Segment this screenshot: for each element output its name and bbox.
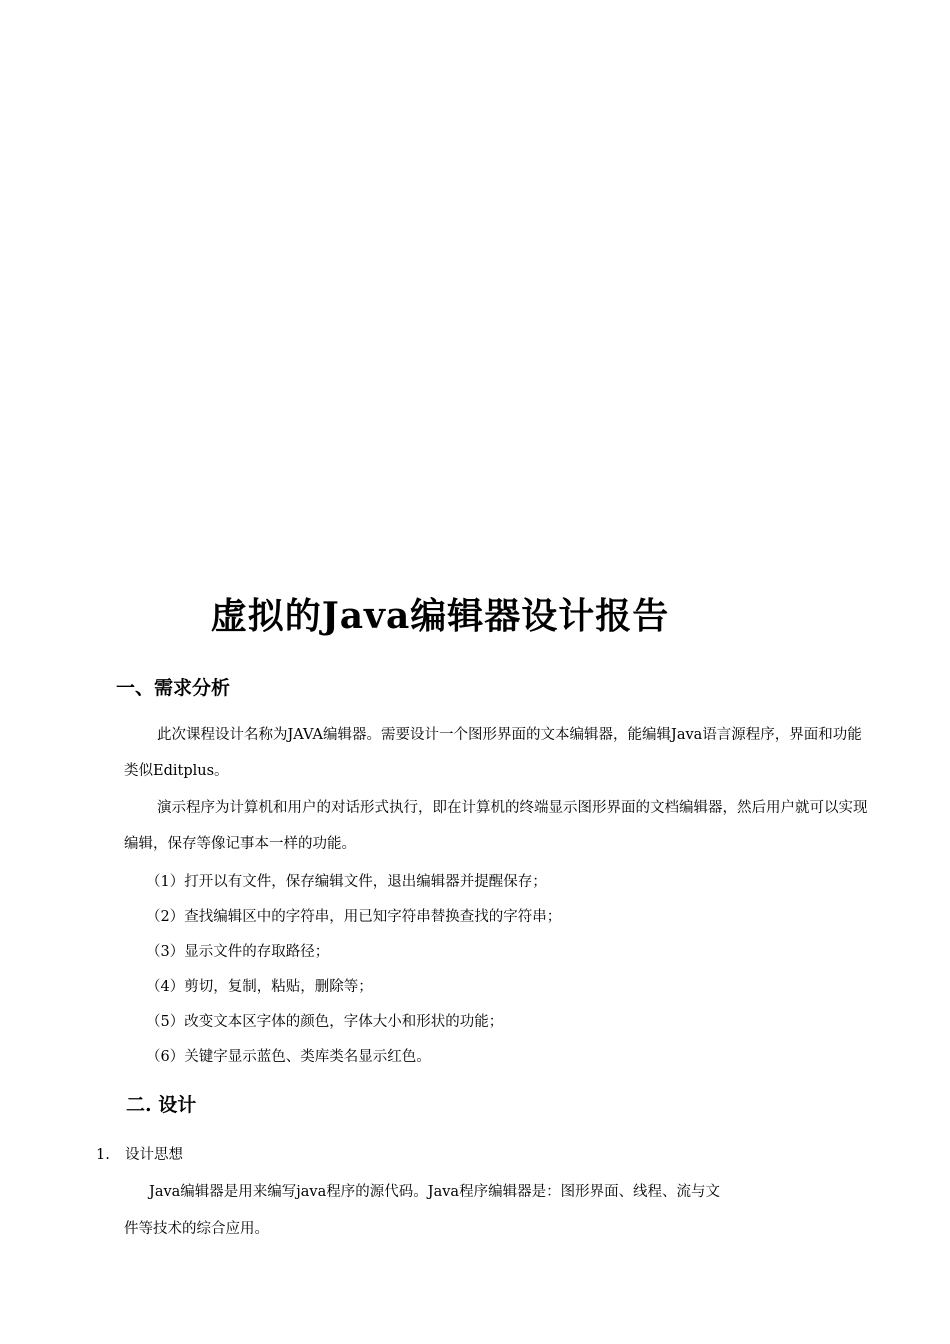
paragraph-course-design: [124, 717, 874, 789]
document-title: 虚拟的Java编辑器设计报告: [210, 595, 670, 637]
list-item: （1）打开以有文件，保存编辑文件，退出编辑器并提醒保存；: [146, 874, 547, 890]
subsection-label: 设计思想: [125, 1147, 183, 1163]
section-heading-design: 二. 设计: [126, 1094, 197, 1116]
paragraph-line: 件等技术的综合应用。: [124, 1221, 269, 1237]
list-item: （2）查找编辑区中的字符串，用已知字符串替换查找的字符串；: [146, 909, 562, 925]
paragraph-demo-program: [124, 790, 874, 862]
list-item: （6）关键字显示蓝色、类库类名显示红色。: [146, 1049, 431, 1065]
list-item: （3）显示文件的存取路径；: [146, 944, 330, 960]
subsection-heading: [96, 1143, 183, 1164]
paragraph-line: Java编辑器是用来编写java程序的源代码。Java程序编辑器是：图形界面、线程、流与文: [149, 1184, 721, 1200]
paragraph-text: 此次课程设计名称为JAVA编辑器。需要设计一个图形界面的文本编辑器，能编辑Java语言源程序，界面和功能类似Editplus。: [124, 727, 862, 779]
paragraph-text: 演示程序为计算机和用户的对话形式执行，即在计算机的终端显示图形界面的文档编辑器，然后用户就可以实现编辑，保存等像记事本一样的功能。: [124, 800, 868, 852]
list-item: （5）改变文本区字体的颜色，字体大小和形状的功能；: [146, 1014, 504, 1030]
subsection-number: 1.: [96, 1147, 110, 1163]
section-heading-requirements: 一、需求分析: [116, 677, 231, 699]
paragraph-design-idea: [124, 1174, 844, 1248]
list-item: （4）剪切，复制，粘贴，删除等；: [146, 979, 373, 995]
